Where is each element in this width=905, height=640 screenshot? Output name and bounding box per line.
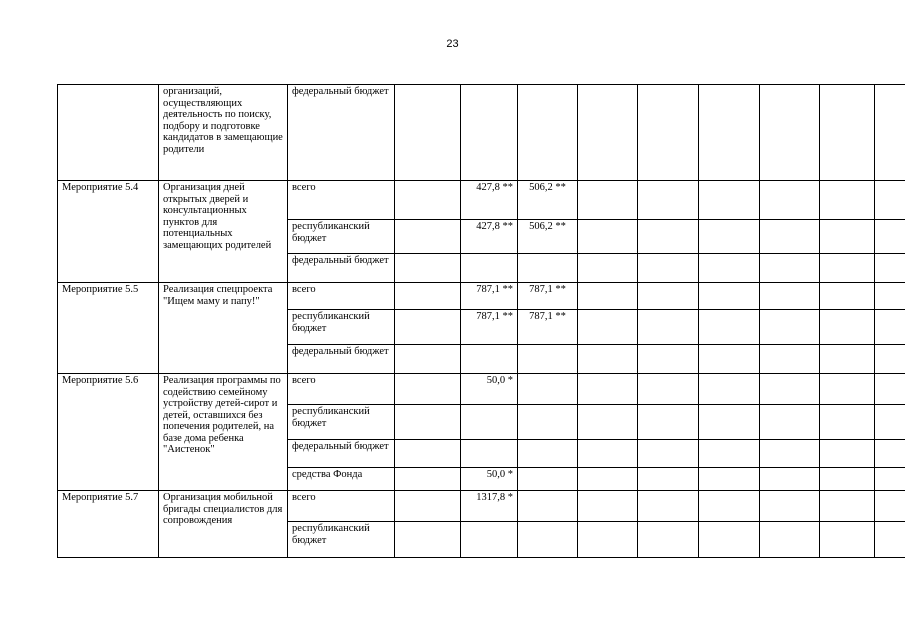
budget-table (57, 84, 905, 558)
activity-code: Мероприятие 5.6 (58, 374, 159, 491)
value-cell: 787,1 ** (518, 310, 578, 345)
funding-source: республиканский бюджет (288, 405, 395, 440)
value-cell: 506,2 ** (518, 181, 578, 220)
funding-source: всего (288, 491, 395, 522)
value-cell: 50,0 * (461, 374, 518, 405)
value-cell: 427,8 ** (461, 220, 518, 254)
value-cell: 50,0 * (461, 468, 518, 491)
value-cell: 787,1 ** (461, 283, 518, 310)
activity-code: Мероприятие 5.5 (58, 283, 159, 374)
activity-description: организаций, осуществляющих деятельность по поиску, подбору и подготовке кандидатов в замещающие родители (159, 85, 288, 181)
value-cell: 427,8 ** (461, 181, 518, 220)
funding-source: средства Фонда (288, 468, 395, 491)
table-row (58, 283, 905, 310)
activity-code: Мероприятие 5.7 (58, 491, 159, 558)
table-row (58, 85, 905, 181)
funding-source: федеральный бюджет (288, 85, 395, 181)
activity-description: Организация дней открытых дверей и консультационных пунктов для потенциальных замещающих родителей (159, 181, 288, 283)
funding-source: республиканский бюджет (288, 522, 395, 558)
table-row (58, 491, 905, 522)
table-cell (58, 85, 159, 181)
funding-source: федеральный бюджет (288, 254, 395, 283)
activity-description: Организация мобильной бригады специалистов для сопровождения (159, 491, 288, 558)
funding-source: республиканский бюджет (288, 310, 395, 345)
activity-description: Реализация спецпроекта "Ищем маму и папу!" (159, 283, 288, 374)
activity-code: Мероприятие 5.4 (58, 181, 159, 283)
value-cell: 787,1 ** (518, 283, 578, 310)
value-cell: 1317,8 * (461, 491, 518, 522)
funding-source: всего (288, 181, 395, 220)
page-number: 23 (446, 38, 459, 50)
funding-source: всего (288, 374, 395, 405)
value-cell: 787,1 ** (461, 310, 518, 345)
value-cell: 506,2 ** (518, 220, 578, 254)
activity-description: Реализация программы по содействию семейному устройству детей-сирот и детей, оставшихся без попечения родителей, на базе дома ребенка "Аистенок" (159, 374, 288, 491)
funding-source: всего (288, 283, 395, 310)
funding-source: республиканский бюджет (288, 220, 395, 254)
funding-source: федеральный бюджет (288, 345, 395, 374)
funding-source: федеральный бюджет (288, 440, 395, 468)
table-row (58, 374, 905, 405)
table-row (58, 181, 905, 220)
